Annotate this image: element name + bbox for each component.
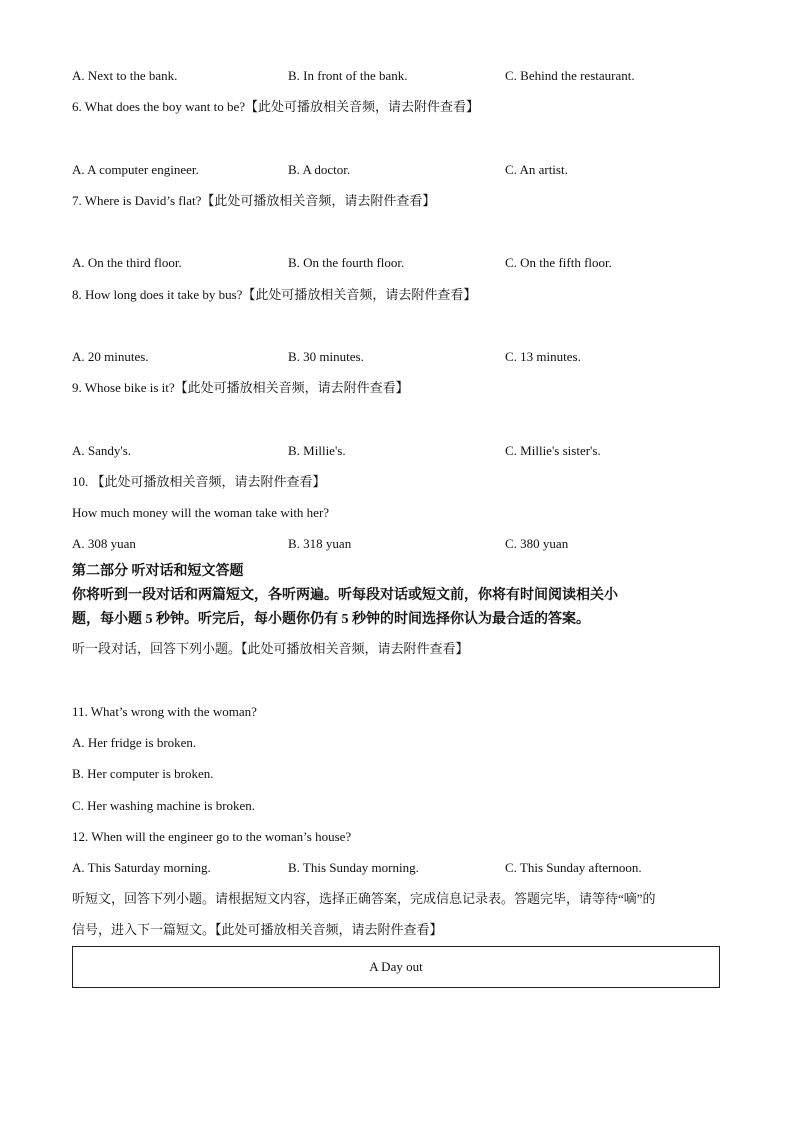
part2-heading: 第二部分 听对话和短文答题 <box>72 564 244 579</box>
q6-option-b[interactable]: B. A doctor. <box>288 162 351 177</box>
q8-options <box>72 348 752 366</box>
q6-question: 6. What does the boy want to be?【此处可播放相关音频，请去附件查看】 <box>72 99 480 114</box>
q6-option-a[interactable]: A. A computer engineer. <box>72 162 199 177</box>
q9-option-b[interactable]: B. Millie's. <box>288 443 346 458</box>
q6-options <box>72 161 752 179</box>
q12-question: 12. When will the engineer go to the woman’s house? <box>72 829 352 844</box>
table-title: A Day out <box>369 959 423 974</box>
q7-question: 7. Where is David’s flat?【此处可播放相关音频，请去附件查看】 <box>72 193 436 208</box>
q9-option-c[interactable]: C. Millie's sister's. <box>505 443 601 458</box>
q10-audio-note: 10. 【此处可播放相关音频，请去附件查看】 <box>72 474 326 489</box>
q10-question: How much money will the woman take with her? <box>72 505 330 520</box>
q5-option-b[interactable]: B. In front of the bank. <box>288 68 408 83</box>
q7-option-b[interactable]: B. On the fourth floor. <box>288 255 405 270</box>
passage-prompt-line1: 听短文，回答下列小题。请根据短文内容，选择正确答案，完成信息记录表。答题完毕，请等待“嘀”的 <box>72 891 656 906</box>
q10-option-a[interactable]: A. 308 yuan <box>72 536 136 551</box>
q9-question: 9. Whose bike is it?【此处可播放相关音频，请去附件查看】 <box>72 380 409 395</box>
q7-options <box>72 254 752 272</box>
q11-option-b[interactable]: B. Her computer is broken. <box>72 766 214 781</box>
q6-option-c[interactable]: C. An artist. <box>505 162 568 177</box>
q8-option-a[interactable]: A. 20 minutes. <box>72 349 149 364</box>
q9-option-a[interactable]: A. Sandy's. <box>72 443 132 458</box>
q10-options <box>72 535 752 553</box>
q8-option-c[interactable]: C. 13 minutes. <box>505 349 581 364</box>
q5-option-c[interactable]: C. Behind the restaurant. <box>505 68 635 83</box>
q11-option-a[interactable]: A. Her fridge is broken. <box>72 735 197 750</box>
q5-option-a[interactable]: A. Next to the bank. <box>72 68 178 83</box>
q10-option-c[interactable]: C. 380 yuan <box>505 536 569 551</box>
q7-option-c[interactable]: C. On the fifth floor. <box>505 255 612 270</box>
q10-option-b[interactable]: B. 318 yuan <box>288 536 352 551</box>
q8-question: 8. How long does it take by bus?【此处可播放相关音频，请去附件查看】 <box>72 287 477 302</box>
part2-instruction-line1: 你将听到一段对话和两篇短文，各听两遍。听每段对话或短文前，你将有时间阅读相关小 <box>72 588 618 603</box>
q8-option-b[interactable]: B. 30 minutes. <box>288 349 364 364</box>
q7-option-a[interactable]: A. On the third floor. <box>72 255 182 270</box>
q5-options <box>72 67 752 85</box>
q12-options <box>72 859 752 877</box>
part2-instruction-line2: 题，每小题 5 秒钟。听完后，每小题你仍有 5 秒钟的时间选择你认为最合适的答案。 <box>72 612 590 627</box>
q11-option-c[interactable]: C. Her washing machine is broken. <box>72 798 256 813</box>
passage-prompt-line2: 信号，进入下一篇短文。【此处可播放相关音频，请去附件查看】 <box>72 922 443 937</box>
info-record-table <box>72 946 720 988</box>
q12-option-a[interactable]: A. This Saturday morning. <box>72 860 211 875</box>
q12-option-b[interactable]: B. This Sunday morning. <box>288 860 419 875</box>
q9-options <box>72 442 752 460</box>
q11-question: 11. What’s wrong with the woman? <box>72 704 257 719</box>
q12-option-c[interactable]: C. This Sunday afternoon. <box>505 860 642 875</box>
dialogue-prompt: 听一段对话，回答下列小题。【此处可播放相关音频，请去附件查看】 <box>72 641 469 656</box>
